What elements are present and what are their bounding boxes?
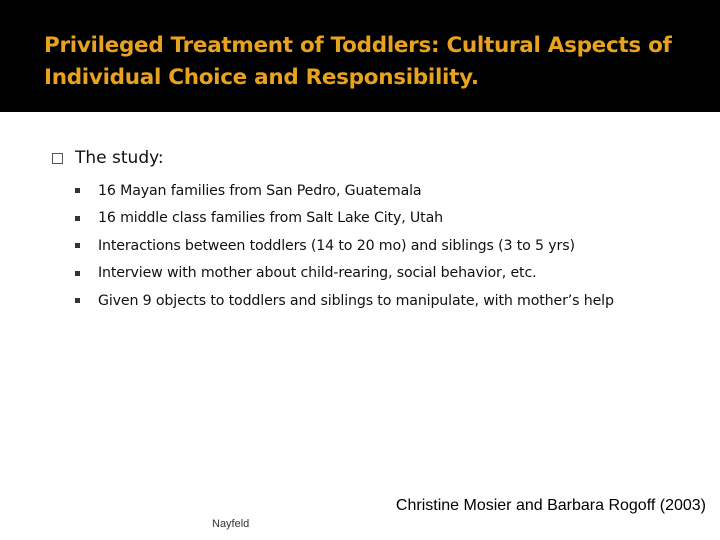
square-bullet-icon (75, 298, 80, 303)
list-item-text: 16 Mayan families from San Pedro, Guatemala (98, 182, 422, 199)
list-item-text: Interactions between toddlers (14 to 20 mo) and siblings (3 to 5 yrs) (98, 237, 575, 254)
list-item-text: 16 middle class families from Salt Lake City, Utah (98, 210, 443, 227)
square-bullet-icon (75, 188, 80, 193)
list-item-text: Interview with mother about child-rearing, social behavior, etc. (98, 265, 537, 282)
main-bullet-text: The study: (75, 148, 164, 168)
title-bar (0, 0, 720, 112)
square-bullet-icon (75, 243, 80, 248)
list-item (75, 232, 614, 260)
square-bullet-icon (75, 271, 80, 276)
square-bullet-icon (75, 216, 80, 221)
list-item (75, 260, 614, 288)
footer-text: Nayfeld (212, 518, 250, 530)
citation-credit: Christine Mosier and Barbara Rogoff (2003) (395, 497, 706, 514)
sub-bullet-list (75, 177, 614, 315)
list-item (75, 177, 614, 205)
list-item (75, 287, 614, 315)
list-item-text: Given 9 objects to toddlers and siblings to manipulate, with mother’s help (98, 292, 614, 309)
slide-title: Privileged Treatment of Toddlers: Cultural Aspects of Individual Choice and Responsibility. (44, 33, 672, 90)
list-item (75, 205, 614, 233)
main-bullet (52, 148, 164, 168)
square-bullet-icon (52, 153, 63, 164)
